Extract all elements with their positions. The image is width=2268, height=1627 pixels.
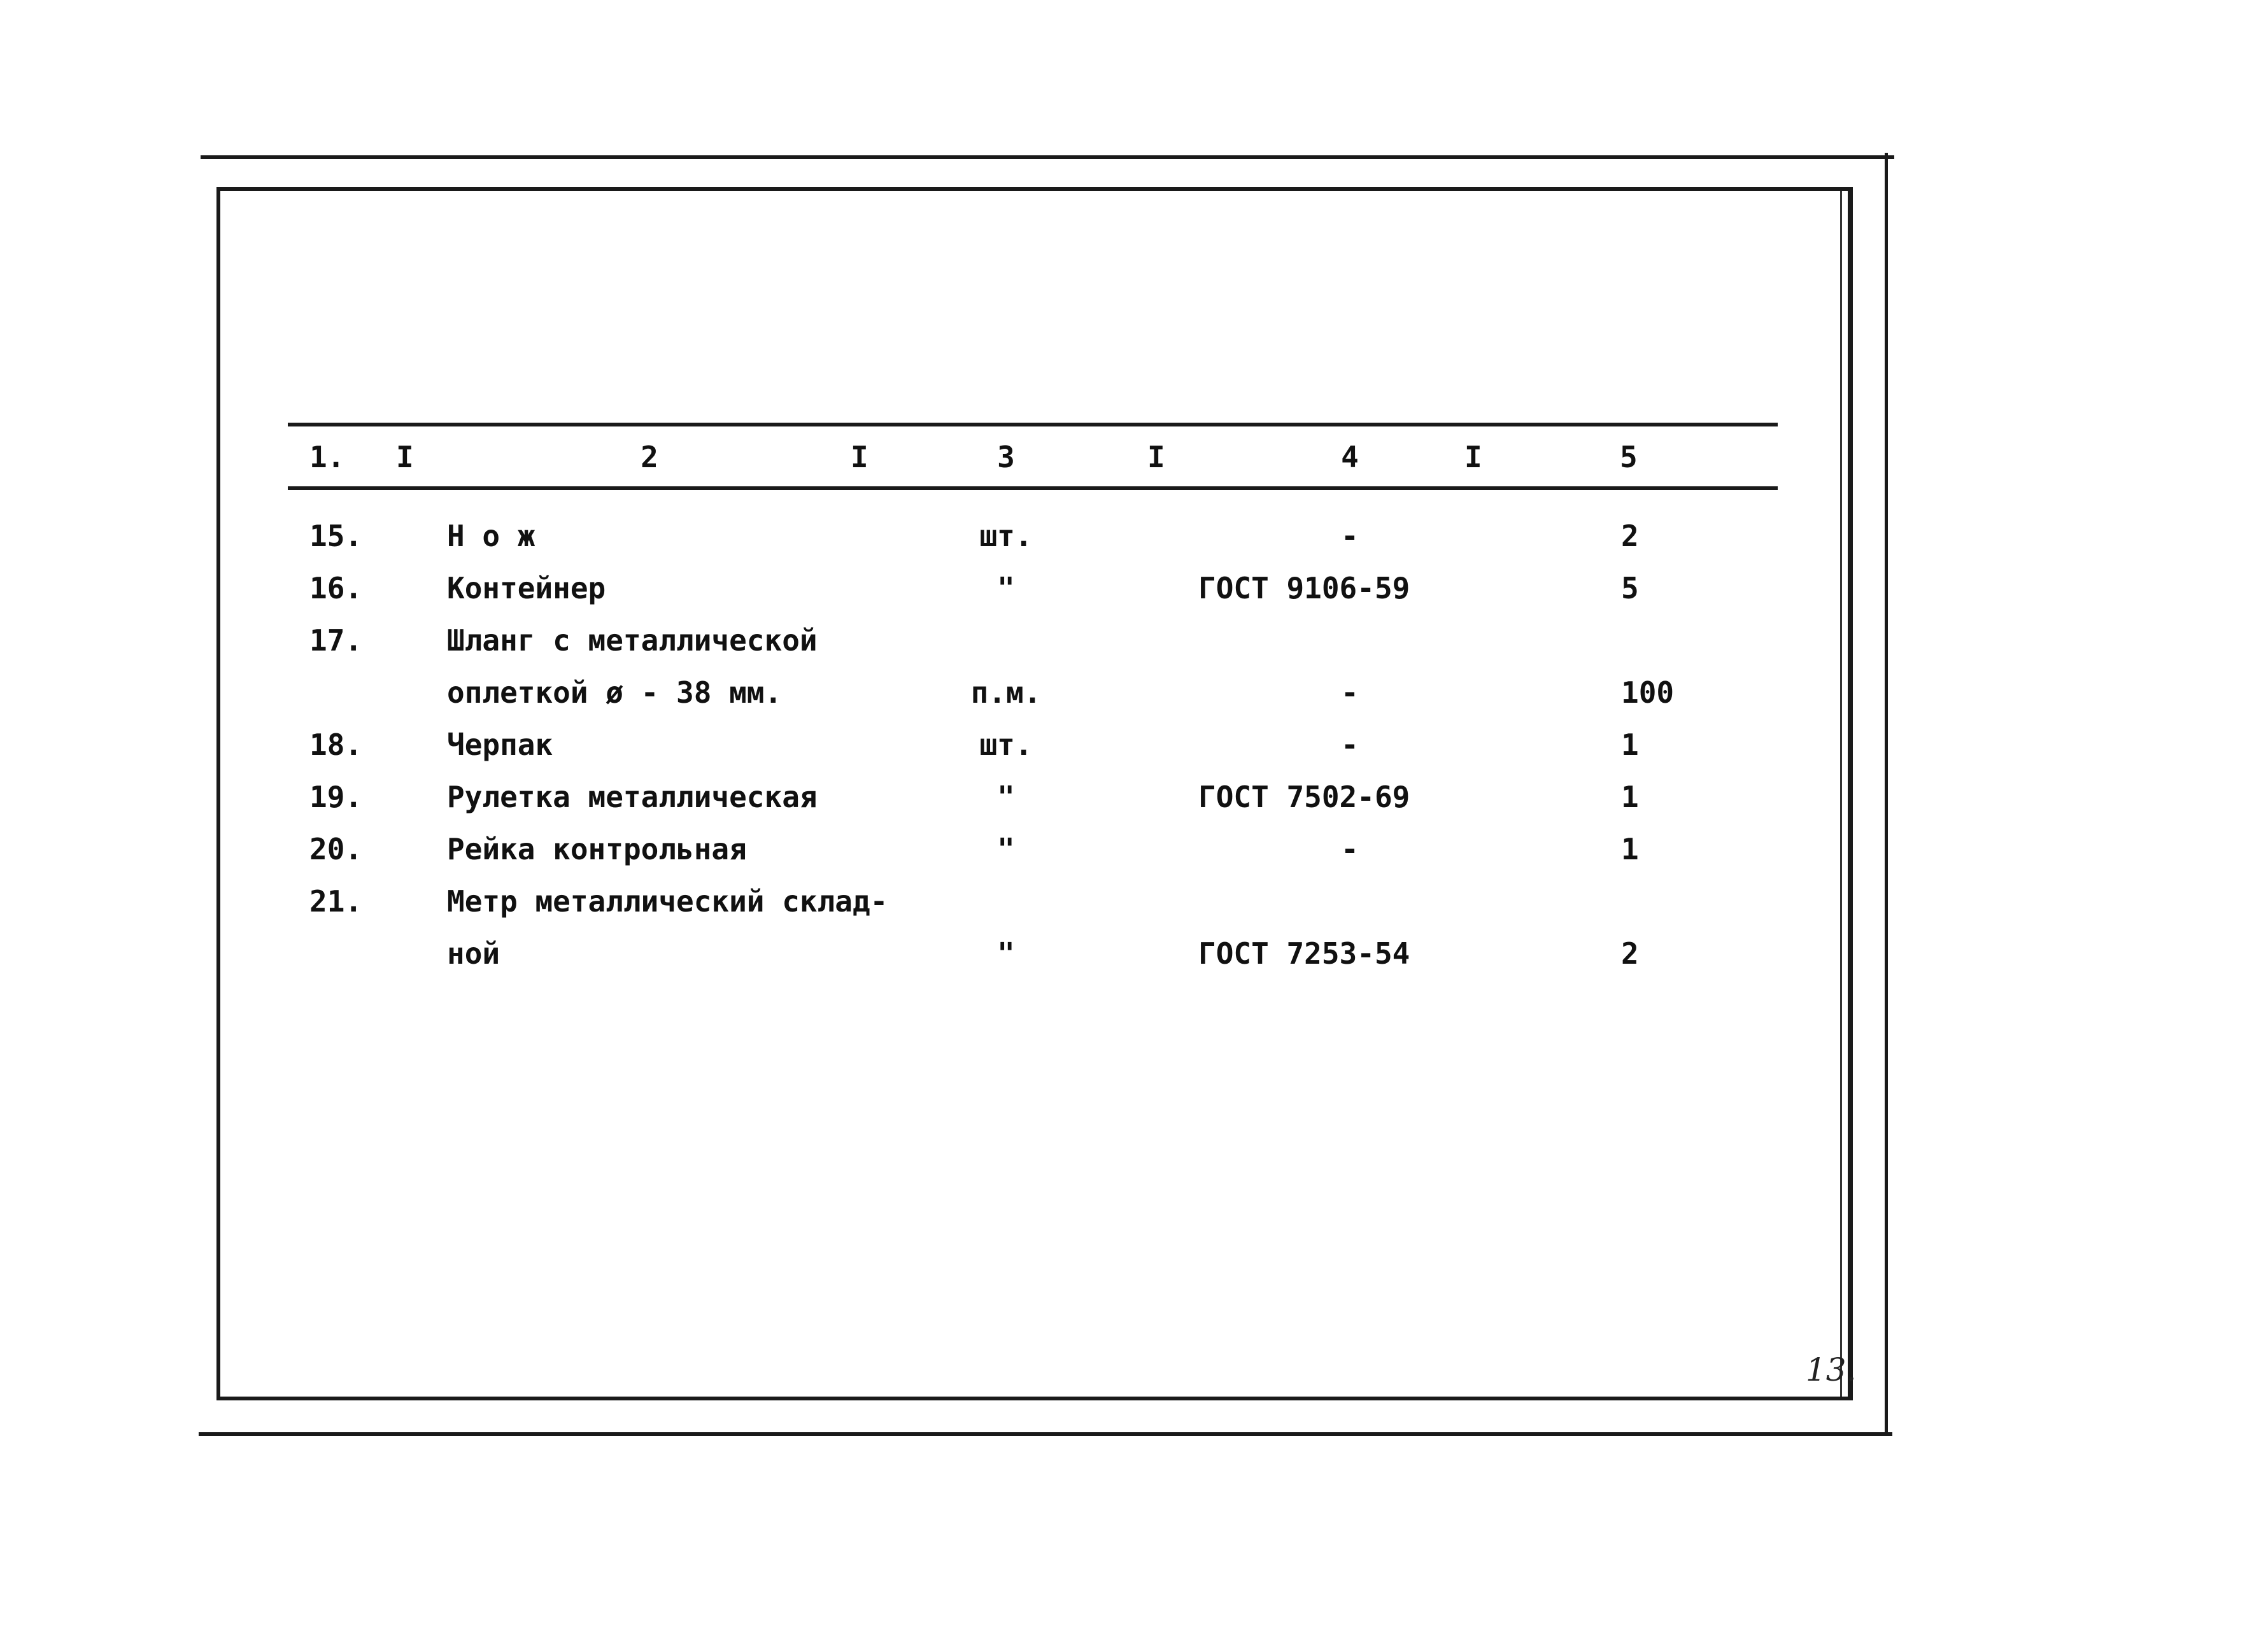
row-number: 18. <box>309 728 363 762</box>
sheet-border-right <box>1885 153 1888 1436</box>
page-number: 13. <box>1806 1351 1857 1388</box>
row-qty: 100 <box>1621 675 1675 710</box>
header-col-3: 3 <box>997 440 1015 474</box>
row-unit: " <box>997 832 1015 866</box>
sheet-border-bottom <box>199 1432 1892 1436</box>
sheet-border-top <box>201 155 1894 159</box>
row-qty: 5 <box>1621 571 1639 605</box>
table-top-rule <box>288 423 1778 426</box>
header-col-5: 5 <box>1620 440 1638 474</box>
row-number: 19. <box>309 780 363 814</box>
header-separator: I <box>851 440 868 474</box>
row-name: Контейнер <box>447 571 606 605</box>
row-number: 17. <box>309 623 363 658</box>
row-unit: шт. <box>979 728 1033 762</box>
header-separator: I <box>396 440 414 474</box>
row-name: Черпак <box>447 728 553 762</box>
row-number: 20. <box>309 832 363 866</box>
row-standard: - <box>1341 728 1359 762</box>
row-standard: - <box>1341 675 1359 710</box>
row-qty: 2 <box>1621 519 1639 553</box>
header-col-2: 2 <box>641 440 658 474</box>
page-frame-inner-right <box>1840 191 1842 1397</box>
row-standard: ГОСТ 7253-54 <box>1198 936 1410 971</box>
table-header-rule <box>288 486 1778 490</box>
row-standard: ГОСТ 7502-69 <box>1198 780 1410 814</box>
row-qty: 1 <box>1621 832 1639 866</box>
row-qty: 1 <box>1621 780 1639 814</box>
row-name: Метр металлический склад- <box>447 884 888 919</box>
row-qty: 2 <box>1621 936 1639 971</box>
row-unit: " <box>997 780 1015 814</box>
row-name: Н о ж <box>447 519 535 553</box>
row-unit: " <box>997 571 1015 605</box>
row-number: 16. <box>309 571 363 605</box>
row-standard: - <box>1341 832 1359 866</box>
row-unit: п.м. <box>970 675 1042 710</box>
header-col-1: 1. <box>309 440 345 474</box>
row-unit: " <box>997 936 1015 971</box>
row-qty: 1 <box>1621 728 1639 762</box>
row-name: Шланг с металлической <box>447 623 818 658</box>
row-name: ной <box>447 936 500 971</box>
header-separator: I <box>1464 440 1482 474</box>
row-unit: шт. <box>979 519 1033 553</box>
row-standard: - <box>1341 519 1359 553</box>
row-standard: ГОСТ 9106-59 <box>1198 571 1410 605</box>
row-name: Рейка контрольная <box>447 832 747 866</box>
row-name: оплеткой ø - 38 мм. <box>447 675 783 710</box>
row-number: 15. <box>309 519 363 553</box>
row-number: 21. <box>309 884 363 919</box>
header-separator: I <box>1147 440 1165 474</box>
row-name: Рулетка металлическая <box>447 780 818 814</box>
header-col-4: 4 <box>1341 440 1359 474</box>
